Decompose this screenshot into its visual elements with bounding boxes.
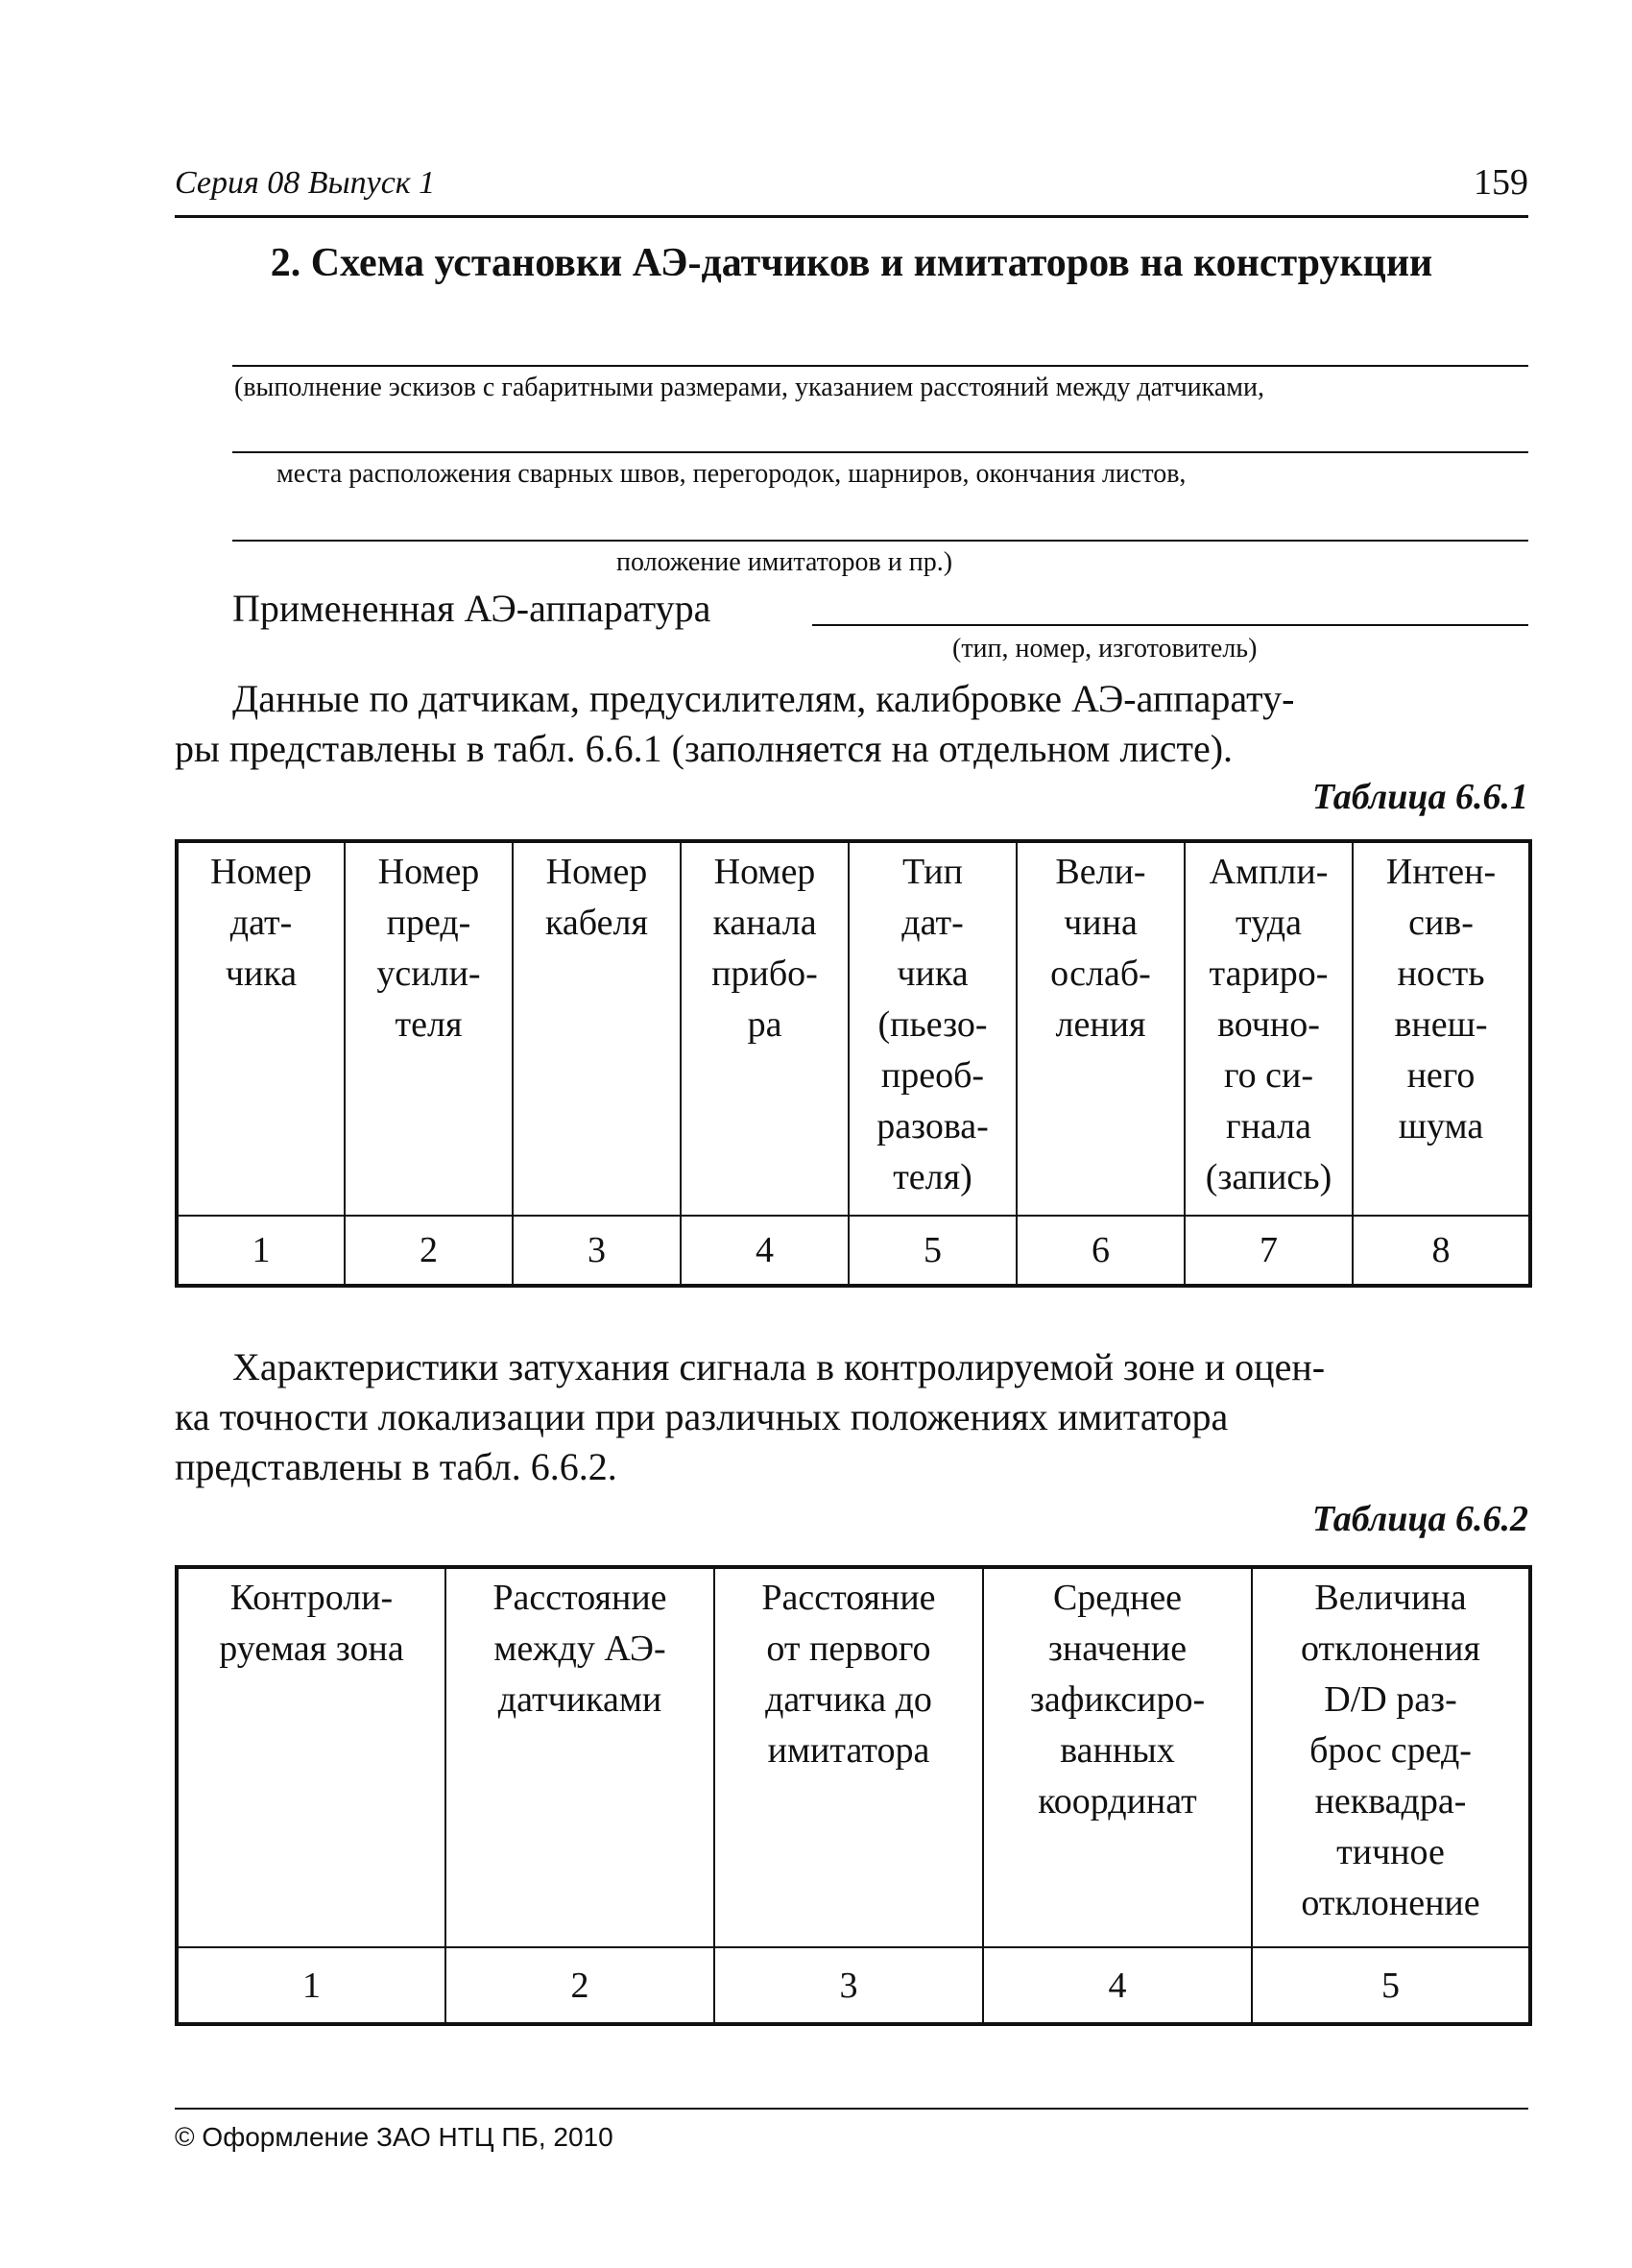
table2-header-cell: Величина отклонения D/D раз- брос сред- неквадра- тичное отклонение (1252, 1567, 1530, 1947)
sketch-note-2: места расположения сварных швов, перегородок, шарниров, окончания листов, (276, 459, 1187, 489)
table1-header-cell: Интен- сив- ность внеш- него шума (1353, 841, 1530, 1216)
paragraph2-line1: Характеристики затухания сигнала в контролируемой зоне и оцен- (232, 1345, 1326, 1388)
table1-header-cell: Номер дат- чика (177, 841, 345, 1216)
table1-number-cell: 2 (345, 1216, 513, 1286)
table1-number-cell: 7 (1185, 1216, 1353, 1286)
table2 (175, 1565, 1532, 2026)
table2-header-cell: Расстояние от первого датчика до имитатора (714, 1567, 983, 1947)
fill-line-2 (232, 451, 1528, 453)
running-head (175, 162, 1528, 218)
paragraph1-line2: ры представлены в табл. 6.6.1 (заполняется на отдельном листе). (175, 727, 1234, 770)
table1-header-cell: Ампли- туда тариро- вочно- го си- гнала (запись) (1185, 841, 1353, 1216)
table1-number-cell: 3 (513, 1216, 681, 1286)
equipment-label: Примененная АЭ-аппаратура (232, 587, 711, 630)
table2-number-row (177, 1947, 1530, 2024)
paragraph1-line1: Данные по датчикам, предусилителям, калибровке АЭ-аппарату- (232, 677, 1295, 720)
table2-header-cell: Контроли- руемая зона (177, 1567, 445, 1947)
footer-copyright: © Оформление ЗАО НТЦ ПБ, 2010 (175, 2122, 613, 2152)
table2-caption: Таблица 6.6.2 (1311, 1499, 1528, 1539)
page-number: 159 (1474, 162, 1528, 203)
footer-rule (175, 2108, 1528, 2110)
paragraph2-line3: представлены в табл. 6.6.2. (175, 1445, 617, 1488)
paragraph2-line2: ка точности локализации при различных положениях имитатора (175, 1395, 1229, 1438)
table1-number-cell: 8 (1353, 1216, 1530, 1286)
table1-header-cell: Номер пред- усили- теля (345, 841, 513, 1216)
table1-header-cell: Тип дат- чика (пьезо- преоб- разова- теля) (849, 841, 1017, 1216)
table1 (175, 839, 1532, 1288)
table1-number-cell: 1 (177, 1216, 345, 1286)
table2-header-row (177, 1567, 1530, 1947)
table2-number-cell: 5 (1252, 1947, 1530, 2024)
table1-number-row (177, 1216, 1530, 1286)
table1-number-cell: 6 (1017, 1216, 1185, 1286)
table1-caption: Таблица 6.6.1 (1311, 777, 1528, 817)
table1-header-cell: Номер кабеля (513, 841, 681, 1216)
table1-number-cell: 5 (849, 1216, 1017, 1286)
table1-header-cell: Номер канала прибо- ра (681, 841, 849, 1216)
table2-number-cell: 3 (714, 1947, 983, 2024)
fill-line-1 (232, 365, 1528, 367)
table2-header-cell: Среднее значение зафиксиро- ванных координат (983, 1567, 1252, 1947)
document-page (175, 0, 1528, 2268)
table2-number-cell: 4 (983, 1947, 1252, 2024)
table2-header-cell: Расстояние между АЭ- датчиками (445, 1567, 714, 1947)
table1-header-row (177, 841, 1530, 1216)
series-label: Серия 08 Выпуск 1 (175, 165, 436, 201)
table2-number-cell: 1 (177, 1947, 445, 2024)
table1-header-cell: Вели- чина ослаб- ления (1017, 841, 1185, 1216)
sketch-note-3: положение имитаторов и пр.) (616, 547, 953, 577)
equipment-note: (тип, номер, изготовитель) (952, 634, 1258, 664)
section-title: 2. Схема установки АЭ-датчиков и имитаторов на конструкции (270, 241, 1433, 285)
fill-line-3 (232, 540, 1528, 542)
equipment-fill-line (812, 624, 1528, 626)
table2-number-cell: 2 (445, 1947, 714, 2024)
sketch-note-1: (выполнение эскизов с габаритными размерами, указанием расстояний между датчиками, (234, 373, 1264, 402)
table1-number-cell: 4 (681, 1216, 849, 1286)
